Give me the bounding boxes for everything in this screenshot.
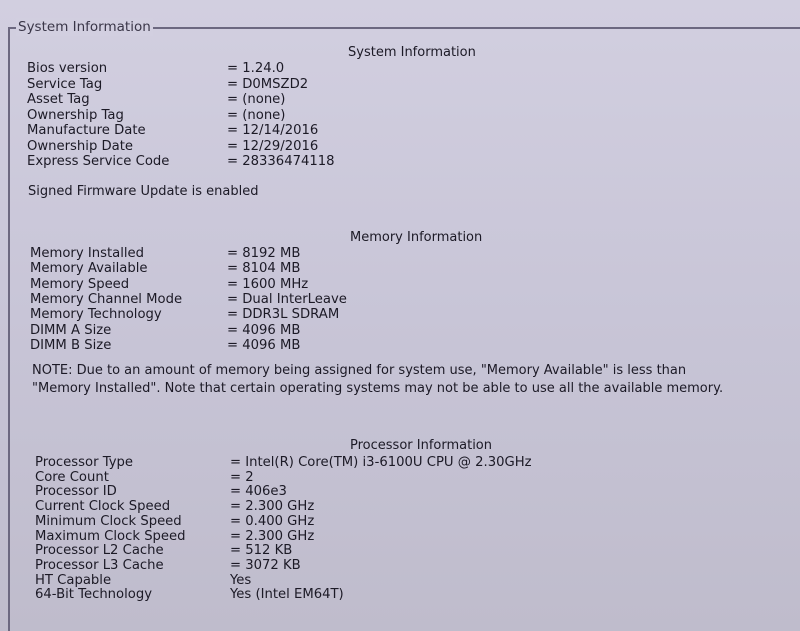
- system-info-label: Express Service Code: [27, 154, 170, 169]
- memory-info-label: Memory Available: [30, 261, 148, 277]
- processor-info-value: = 2: [230, 469, 254, 485]
- memory-info-value: = 8104 MB: [227, 261, 301, 277]
- system-info-label: Bios version: [27, 61, 108, 76]
- processor-info-value: = Intel(R) Core(TM) i3-6100U CPU @ 2.30GHz: [230, 455, 532, 470]
- system-info-label: Service Tag: [27, 76, 103, 92]
- memory-info-label: Memory Speed: [30, 276, 130, 292]
- processor-info-label: Processor Type: [35, 455, 133, 470]
- memory-info-value: = Dual InterLeave: [227, 291, 347, 307]
- processor-info-label: Maximum Clock Speed: [35, 528, 186, 544]
- processor-info-value: Yes (Intel EM64T): [230, 587, 344, 603]
- processor-info-value: = 3072 KB: [230, 557, 301, 573]
- system-info-value: = 1.24.0: [227, 61, 285, 76]
- processor-info-label: HT Capable: [35, 572, 112, 588]
- processor-info-label: Current Clock Speed: [35, 499, 171, 515]
- memory-info-label: Memory Installed: [30, 246, 145, 261]
- processor-info-value: = 2.300 GHz: [230, 499, 315, 515]
- memory-info-value: = 8192 MB: [227, 246, 301, 261]
- memory-info-value: = 1600 MHz: [227, 276, 309, 292]
- memory-info-label: Memory Channel Mode: [30, 291, 183, 307]
- processor-info-label: Processor ID: [35, 484, 117, 500]
- processor-info-label: Processor L2 Cache: [35, 543, 164, 559]
- system-info-value: = 28336474118: [227, 154, 335, 169]
- memory-section-title: Memory Information: [350, 230, 483, 245]
- processor-section-title: Processor Information: [350, 438, 492, 453]
- group-box-title: System Information: [18, 19, 151, 35]
- system-info-label: Asset Tag: [27, 92, 90, 107]
- processor-info-label: Core Count: [35, 469, 109, 485]
- processor-info-value: = 0.400 GHz: [230, 513, 315, 529]
- memory-info-value: = DDR3L SDRAM: [227, 307, 340, 323]
- processor-info-label: 64-Bit Technology: [35, 587, 153, 603]
- system-info-value: = (none): [227, 92, 286, 107]
- memory-info-label: DIMM B Size: [30, 337, 112, 353]
- system-info-value: = D0MSZD2: [227, 76, 309, 92]
- memory-info-value: = 4096 MB: [227, 322, 301, 338]
- firmware-status-text: Signed Firmware Update is enabled: [28, 184, 259, 199]
- memory-info-label: Memory Technology: [30, 307, 162, 323]
- system-info-label: Ownership Tag: [27, 107, 124, 123]
- system-info-label: Manufacture Date: [27, 123, 146, 138]
- system-info-label: Ownership Date: [27, 138, 134, 154]
- processor-info-value: = 2.300 GHz: [230, 528, 315, 544]
- memory-info-value: = 4096 MB: [227, 337, 301, 353]
- system-section-title: System Information: [348, 45, 476, 60]
- system-info-value: = 12/14/2016: [227, 123, 319, 138]
- processor-info-value: = 406e3: [230, 484, 287, 500]
- memory-note: NOTE: Due to an amount of memory being assigned for system use, "Memory Available" is less than "Memory Installed". Note that certain operating systems may not be able to use all the available memory.: [32, 363, 724, 396]
- processor-info-value: = 512 KB: [230, 543, 293, 559]
- processor-info-value: Yes: [230, 572, 252, 588]
- system-info-value: = (none): [227, 107, 286, 123]
- processor-info-label: Minimum Clock Speed: [35, 513, 182, 529]
- processor-info-label: Processor L3 Cache: [35, 557, 164, 573]
- memory-info-label: DIMM A Size: [30, 322, 112, 338]
- system-info-value: = 12/29/2016: [227, 138, 319, 154]
